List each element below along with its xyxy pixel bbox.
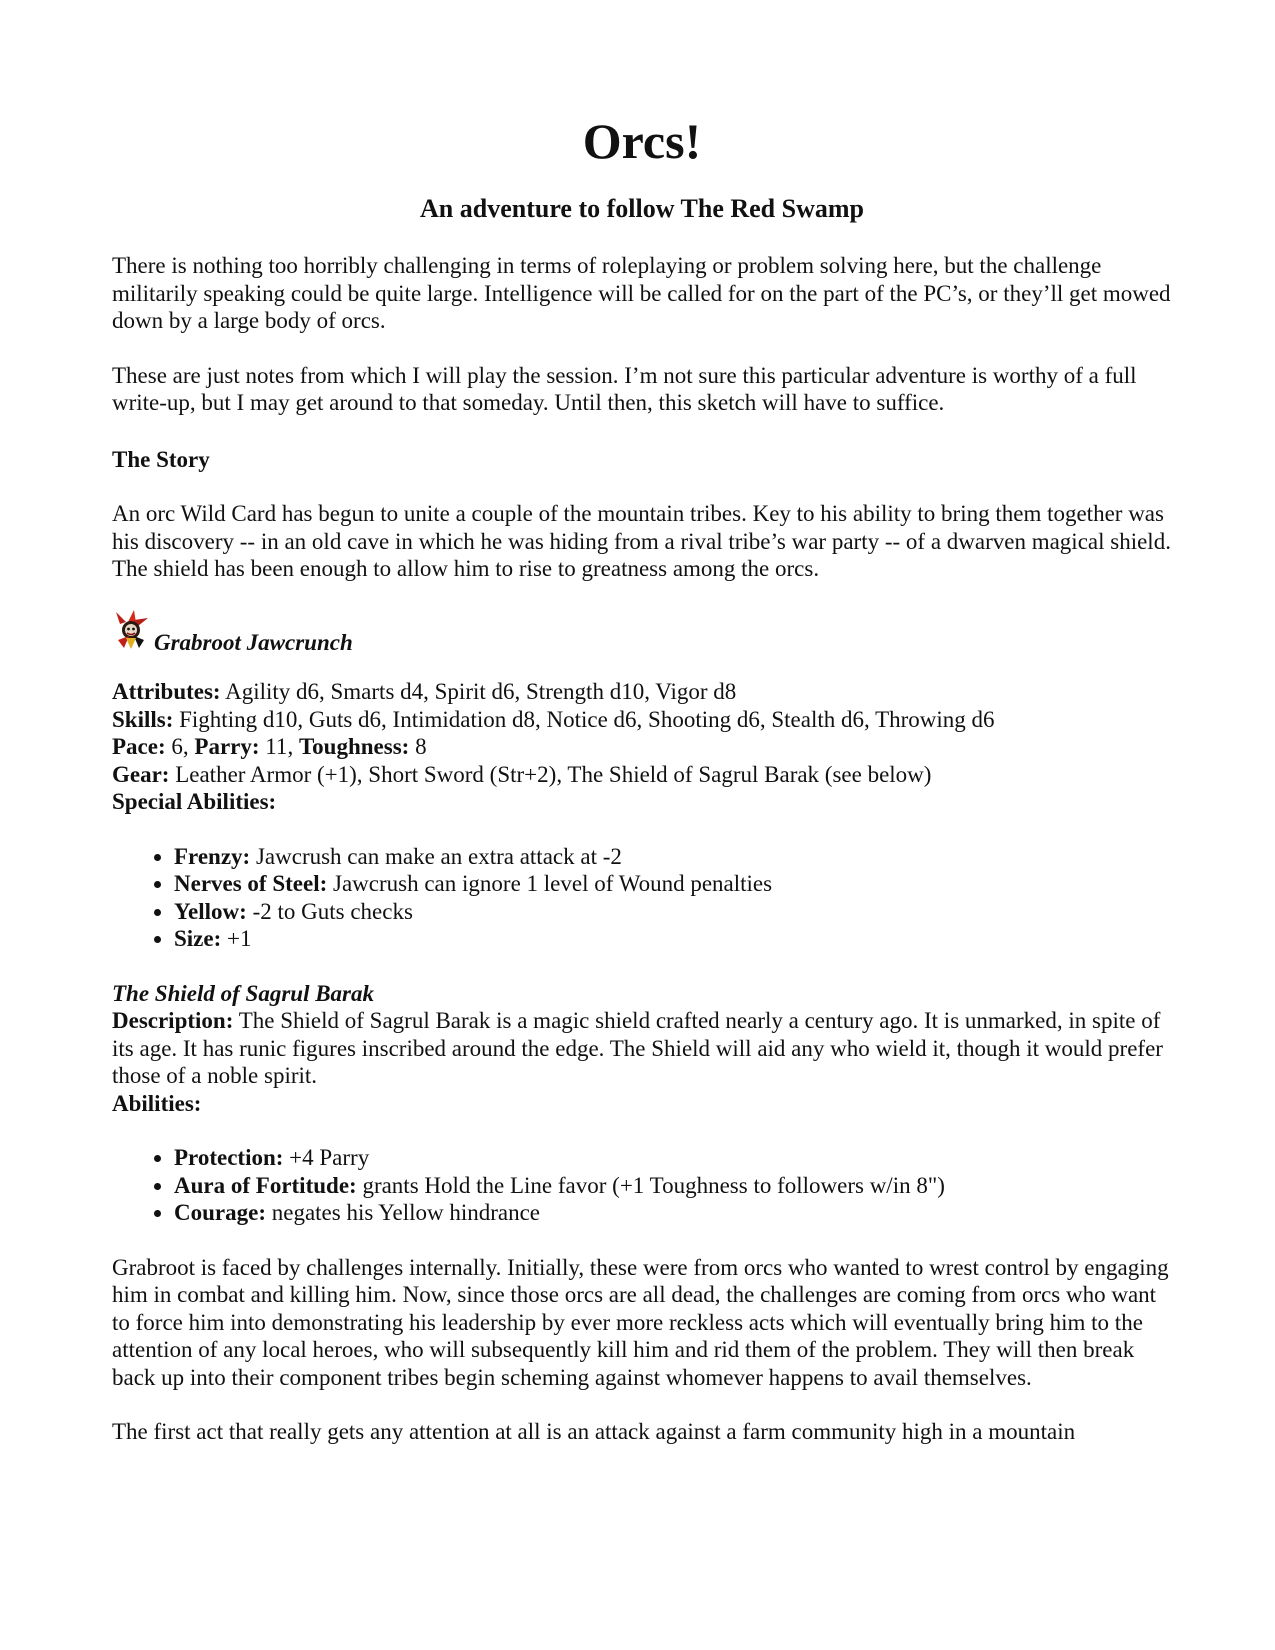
shield-title: The Shield of Sagrul Barak (112, 980, 374, 1006)
closing-paragraph-2: The first act that really gets any attention at all is an attack against a farm community high in a mountain (112, 1419, 1076, 1444)
shield-abilities-list (112, 1144, 1172, 1227)
document-content (112, 108, 1172, 1446)
wild-card-joker-icon (112, 610, 150, 657)
list-item: • Yellow: -2 to Guts checks (174, 898, 1172, 926)
pace-value: 6 (171, 734, 183, 759)
list-item: • Courage: negates his Yellow hindrance (174, 1199, 1172, 1227)
parry-value: 11 (265, 734, 288, 759)
list-item: • Size: +1 (174, 925, 1172, 953)
intro-paragraph-1: There is nothing too horribly challenging in terms of roleplaying or problem solving here, but the challenge militarily speaking could be quite large. Intelligence will be called for on the part of the PC’s, or they’ll get mowed down by a large body of orcs. (112, 253, 1171, 333)
skills-value: Fighting d10, Guts d6, Intimidation d8, Notice d6, Shooting d6, Stealth d6, Throwing d6 (179, 706, 995, 732)
story-heading: The Story (112, 446, 210, 472)
list-item: • Aura of Fortitude: grants Hold the Line favor (+1 Toughness to followers w/in 8") (174, 1172, 1172, 1200)
gear-value: Leather Armor (+1), Short Sword (Str+2), The Shield of Sagrul Barak (see below) (175, 761, 932, 787)
intro-paragraph-2: These are just notes from which I will play the session. I’m not sure this particular adventure is worthy of a full write-up, but I may get around to that someday. Until then, this sketch will have to suffice. (112, 362, 1137, 415)
list-item: • Frenzy: Jawcrush can make an extra attack at -2 (174, 843, 1172, 871)
shield-abilities-label: Abilities: (112, 1090, 202, 1116)
pace-label: Pace: (112, 734, 166, 759)
description-text: The Shield of Sagrul Barak is a magic shield crafted nearly a century ago. It is unmarked, in spite of its age. It has runic figures inscribed around the edge. The Shield will aid any who wield it, though it would prefer those of a noble spirit. (112, 1008, 1163, 1088)
character-stats (112, 678, 1172, 816)
skills-line (112, 706, 1172, 734)
description-label: Description: (112, 1008, 234, 1033)
toughness-value: 8 (415, 734, 427, 759)
page-subtitle: An adventure to follow The Red Swamp (420, 194, 864, 223)
derived-stats-line: Pace: 6, Parry: 11, Toughness: 8 (112, 734, 427, 759)
shield-description (112, 1007, 1172, 1090)
character-title (112, 610, 1172, 657)
attributes-value: Agility d6, Smarts d4, Spirit d6, Strength d10, Vigor d8 (225, 679, 737, 704)
special-abilities-label: Special Abilities: (112, 789, 277, 814)
gear-label: Gear: (112, 761, 170, 787)
story-paragraph: An orc Wild Card has begun to unite a couple of the mountain tribes. Key to his ability to bring them together was his discovery -- in an old cave in which he was hiding from a rival tribe’s war party -- of a dwarven magical shield. The shield has been enough to allow him to rise to greatness among the orcs. (112, 501, 1171, 581)
list-item: • Protection: +4 Parry (174, 1144, 1172, 1172)
page-title: Orcs! (582, 113, 702, 169)
gear-line (112, 761, 1172, 789)
toughness-label: Toughness: (298, 734, 410, 759)
list-item: • Nerves of Steel: Jawcrush can ignore 1 level of Wound penalties (174, 870, 1172, 898)
skills-label: Skills: (112, 706, 174, 732)
attributes-label: Attributes: (112, 679, 221, 704)
closing-paragraph-1: Grabroot is faced by challenges internally. Initially, these were from orcs who wanted to wrest control by engaging him in combat and killing him. Now, since those orcs are all dead, the challenges are coming from orcs who want to force him into demonstrating his leadership by ever more reckless acts which will eventually bring him to the attention of any local heroes, who will subsequently kill him and rid them of the problem. They will then break back up into their component tribes begin scheming against whomever happens to avail themselves. (112, 1254, 1169, 1390)
parry-label: Parry: (194, 734, 260, 759)
character-name: Grabroot Jawcrunch (154, 629, 353, 655)
special-abilities-list (112, 843, 1172, 953)
attributes-line (112, 678, 1172, 706)
